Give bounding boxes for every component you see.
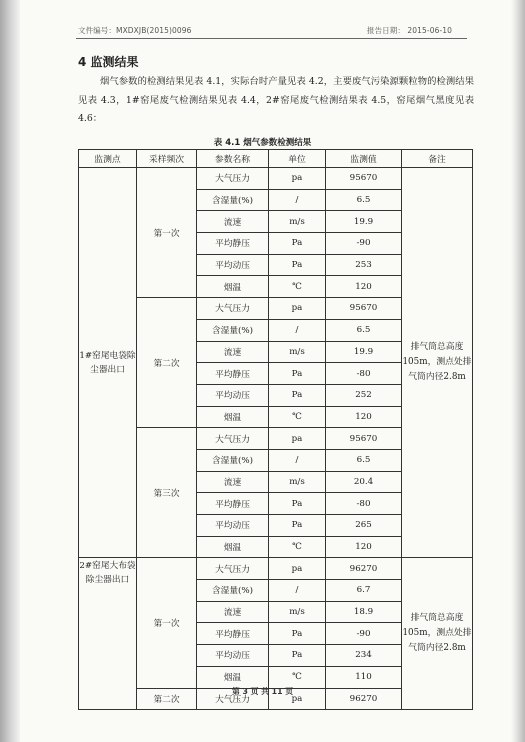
header-monitored-value: 监测值 (326, 150, 402, 168)
monitored-value: 6.5 (326, 319, 402, 341)
monitored-value: 253 (326, 254, 402, 276)
parameter-name: 大气压力 (197, 298, 269, 320)
parameter-name: 平均静压 (197, 623, 269, 645)
parameter-name: 平均静压 (197, 493, 269, 515)
unit: Pa (269, 233, 326, 255)
monitored-value: 120 (326, 276, 402, 298)
monitored-value: 252 (326, 384, 402, 406)
monitored-value: 20.4 (326, 471, 402, 493)
document-number: 文件编号：MXDXJB(2015)0096 (78, 26, 192, 35)
header-sampling-frequency: 采样频次 (137, 150, 197, 168)
unit: / (269, 580, 326, 602)
sampling-frequency: 第一次 (137, 558, 197, 688)
unit: pa (269, 558, 326, 580)
monitored-value: 19.9 (326, 211, 402, 233)
page-number: 第 3 页 共 11 页 (231, 687, 294, 696)
parameter-name: 烟温 (197, 276, 269, 298)
unit: ℃ (269, 406, 326, 428)
monitoring-point-1: 1#窑尾电袋除尘器出口 (79, 168, 137, 558)
scan-shadow-left (0, 0, 20, 742)
parameter-name: 平均动压 (197, 254, 269, 276)
parameter-name: 烟温 (197, 666, 269, 688)
parameter-name: 平均动压 (197, 384, 269, 406)
monitored-value: 95670 (326, 298, 402, 320)
parameter-name: 含湿量(%) (197, 319, 269, 341)
sampling-frequency: 第二次 (137, 688, 197, 710)
unit: pa (269, 298, 326, 320)
remarks: 排气筒总高度105m，测点处排气筒内径2.8m (402, 558, 473, 710)
unit: Pa (269, 515, 326, 537)
parameter-name: 平均静压 (197, 233, 269, 255)
unit: m/s (269, 341, 326, 363)
parameter-name: 流速 (197, 471, 269, 493)
header-remarks: 备注 (402, 150, 473, 168)
monitored-value: 6.5 (326, 189, 402, 211)
section-paragraph: 烟气参数的检测结果见表 4.1，实际台时产量见表 4.2，主要废气污染源颗粒物的检测结果见表 4.3，1#窑尾废气检测结果见表 4.4，2#窑尾废气检测结果表 4.5，窑尾烟气黑度见表 4.6： (78, 76, 474, 125)
unit: Pa (269, 493, 326, 515)
sampling-frequency: 第二次 (137, 298, 197, 428)
monitored-value: 234 (326, 645, 402, 667)
table-row (79, 168, 473, 190)
monitored-value: 120 (326, 536, 402, 558)
monitored-value: -80 (326, 493, 402, 515)
monitored-value: 19.9 (326, 341, 402, 363)
table-row (79, 558, 473, 580)
monitored-value: 265 (326, 515, 402, 537)
unit: Pa (269, 645, 326, 667)
parameter-name: 流速 (197, 601, 269, 623)
unit: ℃ (269, 536, 326, 558)
unit: pa (269, 428, 326, 450)
monitored-value: 96270 (326, 558, 402, 580)
header-monitoring-point: 监测点 (79, 150, 137, 168)
parameter-name: 大气压力 (197, 168, 269, 190)
monitored-value: -90 (326, 623, 402, 645)
parameter-name: 含湿量(%) (197, 189, 269, 211)
parameter-name: 含湿量(%) (197, 449, 269, 471)
parameter-name: 平均动压 (197, 645, 269, 667)
report-date: 报告日期： 2015-06-10 (366, 26, 452, 35)
parameter-name: 大气压力 (197, 688, 269, 710)
monitoring-point-2: 2#窑尾大布袋除尘器出口 (79, 558, 137, 710)
monitored-value: 6.5 (326, 449, 402, 471)
unit: pa (269, 168, 326, 190)
monitored-value: 110 (326, 666, 402, 688)
monitored-value: 96270 (326, 688, 402, 710)
unit: Pa (269, 623, 326, 645)
parameter-name: 大气压力 (197, 428, 269, 450)
monitored-value: 95670 (326, 428, 402, 450)
parameter-name: 烟温 (197, 536, 269, 558)
parameter-name: 烟温 (197, 406, 269, 428)
monitored-value: -90 (326, 233, 402, 255)
monitored-value: 120 (326, 406, 402, 428)
unit: / (269, 449, 326, 471)
unit: m/s (269, 601, 326, 623)
sampling-frequency: 第一次 (137, 168, 197, 298)
unit: Pa (269, 254, 326, 276)
scan-shadow-right (511, 0, 525, 742)
monitored-value: 18.9 (326, 601, 402, 623)
unit: / (269, 189, 326, 211)
parameter-name: 含湿量(%) (197, 580, 269, 602)
unit: ℃ (269, 276, 326, 298)
monitored-value: -80 (326, 363, 402, 385)
monitored-value: 95670 (326, 168, 402, 190)
parameter-name: 平均静压 (197, 363, 269, 385)
flue-gas-parameter-table (78, 149, 473, 710)
parameter-name: 大气压力 (197, 558, 269, 580)
unit: m/s (269, 211, 326, 233)
parameter-name: 流速 (197, 341, 269, 363)
unit: ℃ (269, 666, 326, 688)
header-parameter-name: 参数名称 (197, 150, 269, 168)
unit: Pa (269, 363, 326, 385)
section-title: 4 监测结果 (78, 55, 139, 69)
sampling-frequency: 第三次 (137, 428, 197, 558)
header-unit: 单位 (269, 150, 326, 168)
table-caption: 表 4.1 烟气参数检测结果 (213, 138, 312, 148)
monitored-value: 6.7 (326, 580, 402, 602)
table-header-row (79, 150, 473, 168)
unit: Pa (269, 384, 326, 406)
unit: / (269, 319, 326, 341)
header-divider (76, 38, 467, 39)
unit: pa (269, 688, 326, 710)
parameter-name: 流速 (197, 211, 269, 233)
parameter-name: 平均动压 (197, 515, 269, 537)
unit: m/s (269, 471, 326, 493)
remarks: 排气筒总高度105m，测点处排气筒内径2.8m (402, 168, 473, 558)
